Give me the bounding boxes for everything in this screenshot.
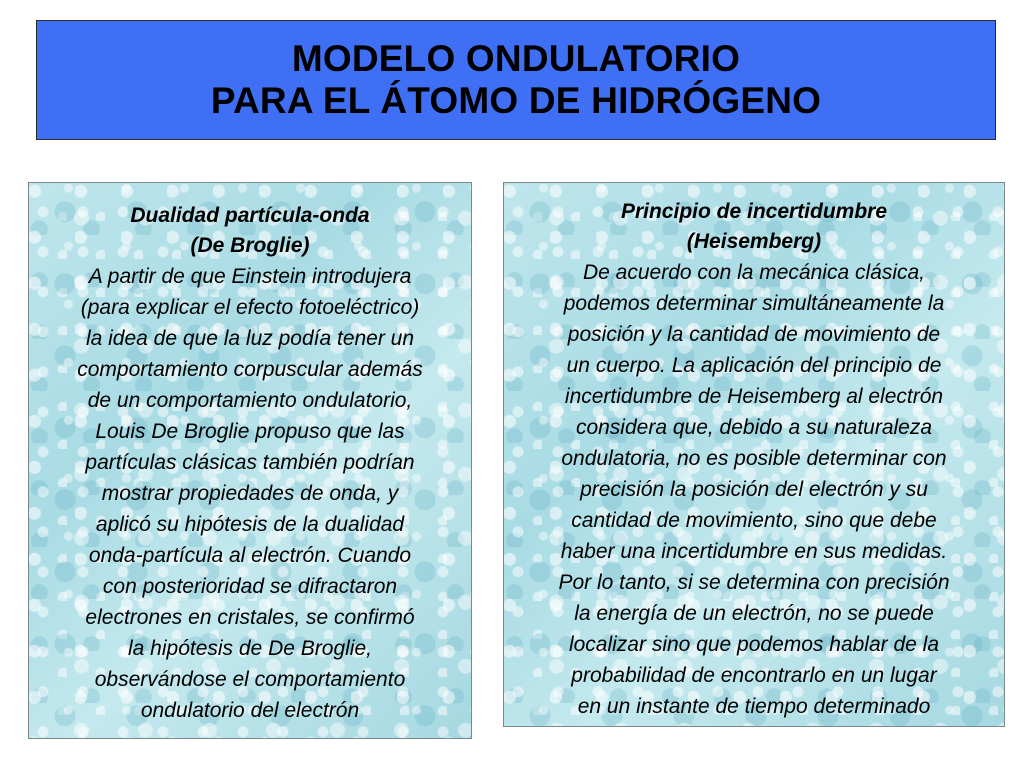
panel-text-line: considera que, debido a su naturaleza xyxy=(575,416,933,439)
panel-text-line: la energía de un electrón, no se puede xyxy=(574,602,934,625)
panel-text-line: comportamiento corpuscular además xyxy=(77,358,423,381)
panel-text-line: haber una incertidumbre en sus medidas. xyxy=(560,540,948,563)
panel-text-line: observándose el comportamiento xyxy=(94,668,406,691)
panel-text-line: incertidumbre de Heisemberg al electrón xyxy=(564,385,944,408)
panel-text-line: ondulatoria, no es posible determinar con xyxy=(561,447,947,470)
panel-text-line: onda-partícula al electrón. Cuando xyxy=(88,544,412,567)
panel-text-line: De acuerdo con la mecánica clásica, xyxy=(582,261,925,284)
panel-subheading: (De Broglie) xyxy=(190,234,310,257)
panel-dualidad xyxy=(28,182,472,739)
panel-text-line: con posterioridad se difractaron xyxy=(102,575,398,598)
panel-text-line: la idea de que la luz podía tener un xyxy=(85,327,415,350)
panel-text-line: partículas clásicas también podrían xyxy=(85,451,415,474)
panel-text-line: (para explicar el efecto fotoeléctrico) xyxy=(80,296,420,319)
panel-text-line: probabilidad de encontrarlo en un lugar xyxy=(571,664,937,687)
panel-heading: Dualidad partícula-onda xyxy=(130,204,370,227)
panel-incertidumbre xyxy=(503,182,1005,727)
panel-text-line: precisión la posición del electrón y su xyxy=(580,478,928,501)
panel-subheading: (Heisemberg) xyxy=(686,230,822,253)
panel-text-line: electrones en cristales, se confirmó xyxy=(85,606,415,629)
title-box xyxy=(36,20,996,140)
panel-text-line: cantidad de movimiento, sino que debe xyxy=(571,509,937,532)
panel-text-line: ondulatorio del electrón xyxy=(140,699,360,722)
panel-text-line: de un comportamiento ondulatorio, xyxy=(87,389,413,412)
panel-text-line: Por lo tanto, si se determina con precisión xyxy=(558,571,950,594)
panel-text-line: localizar sino que podemos hablar de la xyxy=(568,633,940,656)
panel-text-line: en un instante de tiempo determinado xyxy=(577,695,931,718)
panel-text-line: A partir de que Einstein introdujera xyxy=(88,265,412,288)
panel-heading: Principio de incertidumbre xyxy=(620,200,888,223)
title-line-2: PARA EL ÁTOMO DE HIDRÓGENO xyxy=(210,80,822,121)
panel-text-line: posición y la cantidad de movimiento de xyxy=(567,323,941,346)
title-line-1: MODELO ONDULATORIO xyxy=(291,38,741,79)
panel-text-line: un cuerpo. La aplicación del principio de xyxy=(566,354,942,377)
panel-text-line: aplicó su hipótesis de la dualidad xyxy=(95,513,405,536)
panel-text-line: la hipótesis de De Broglie, xyxy=(128,637,372,660)
panel-text-line: mostrar propiedades de onda, y xyxy=(101,482,399,505)
panel-text-line: Louis De Broglie propuso que las xyxy=(95,420,405,443)
panel-text-line: podemos determinar simultáneamente la xyxy=(563,292,945,315)
